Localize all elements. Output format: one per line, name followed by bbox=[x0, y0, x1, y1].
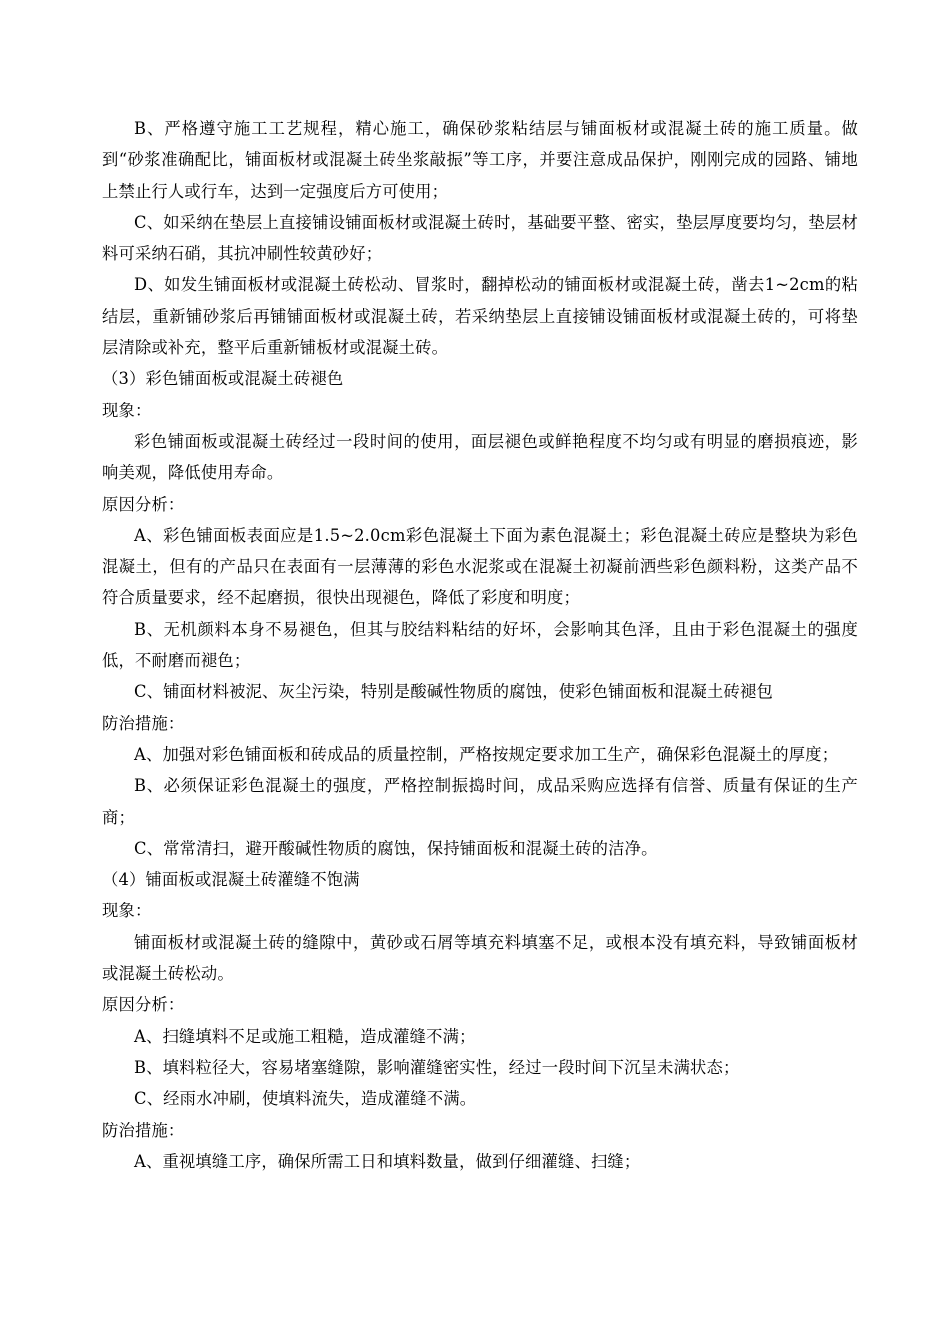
section-heading-3-fading: （3）彩色铺面板或混凝土砖褪色 bbox=[102, 369, 344, 389]
paragraph-fading-phenomenon: 彩色铺面板或混凝土砖经过一段时间的使用，面层褪色或鲜艳程度不均匀或有明显的磨损痕迹，影响美观，降低使用寿命。 bbox=[102, 431, 858, 483]
paragraph-joint-cause-a: A、扫缝填料不足或施工粗糙，造成灌缝不满； bbox=[134, 1026, 476, 1046]
paragraph-b-construction-process: B、严格遵守施工工艺规程，精心施工，确保砂浆粘结层与铺面板材或混凝土砖的施工质量。做到“砂浆准确配比，铺面板材或混凝土砖坐浆敲振”等工序，并要注意成品保护，刚刚完成的园路、铺地上禁止行人或行车，达到一定强度后方可使用； bbox=[102, 119, 858, 201]
label-phenomenon: 现象： bbox=[102, 400, 152, 420]
paragraph-cause-c: C、铺面材料被泥、灰尘污染，特别是酸碱性物质的腐蚀，使彩色铺面板和混凝土砖褪包 bbox=[134, 682, 773, 702]
label-cause-analysis: 原因分析： bbox=[102, 995, 185, 1015]
section-heading-4-joint-filling: （4）铺面板或混凝土砖灌缝不饱满 bbox=[102, 870, 360, 890]
label-prevention-measures: 防治措施： bbox=[102, 713, 185, 733]
paragraph-joint-cause-b: B、填料粒径大，容易堵塞缝隙，影响灌缝密实性，经过一段时间下沉呈未满状态； bbox=[134, 1057, 740, 1077]
label-cause-analysis: 原因分析： bbox=[102, 494, 185, 514]
paragraph-measure-a: A、加强对彩色铺面板和砖成品的质量控制，严格按规定要求加工生产，确保彩色混凝土的厚度； bbox=[134, 744, 839, 764]
document-body bbox=[102, 113, 858, 1177]
paragraph-joint-phenomenon: 铺面板材或混凝土砖的缝隙中，黄砂或石屑等填充料填塞不足，或根本没有填充料，导致铺面板材或混凝土砖松动。 bbox=[102, 932, 858, 984]
paragraph-measure-b: B、必须保证彩色混凝土的强度，严格控制振捣时间，成品采购应选择有信誉、质量有保证的生产商； bbox=[102, 776, 858, 827]
paragraph-joint-cause-c: C、经雨水冲刷，使填料流失，造成灌缝不满。 bbox=[134, 1089, 477, 1109]
paragraph-cause-a: A、彩色铺面板表面应是1.5~2.0cm彩色混凝土下面为素色混凝土；彩色混凝土砖应是整块为彩色混凝土，但有的产品只在表面有一层薄薄的彩色水泥浆或在混凝土初凝前洒些彩色颜料粉，这类产品不符合质量要求，经不起磨损，很快出现褪色，降低了彩度和明度； bbox=[102, 525, 858, 608]
paragraph-cause-b: B、无机颜料本身不易褪色，但其与胶结料粘结的好坏，会影响其色泽，且由于彩色混凝土的强度低，不耐磨而褪色； bbox=[102, 619, 858, 671]
label-prevention-measures: 防治措施： bbox=[102, 1120, 185, 1140]
paragraph-joint-measure-a: A、重视填缝工序，确保所需工日和填料数量，做到仔细灌缝、扫缝； bbox=[134, 1151, 641, 1171]
paragraph-measure-c: C、常常清扫，避开酸碱性物质的腐蚀，保持铺面板和混凝土砖的洁净。 bbox=[134, 838, 658, 858]
label-phenomenon: 现象： bbox=[102, 901, 152, 921]
paragraph-c-base-layer: C、如采纳在垫层上直接铺设铺面板材或混凝土砖时，基础要平整、密实，垫层厚度要均匀，垫层材料可采纳石硝，其抗冲刷性较黄砂好； bbox=[102, 212, 858, 264]
paragraph-d-loose-repair: D、如发生铺面板材或混凝土砖松动、冒浆时，翻掉松动的铺面板材或混凝土砖，凿去1~2cm的粘结层，重新铺砂浆后再铺铺面板材或混凝土砖，若采纳垫层上直接铺设铺面板材或混凝土砖的，可将垫层清除或补充，整平后重新铺板材或混凝土砖。 bbox=[102, 275, 858, 358]
